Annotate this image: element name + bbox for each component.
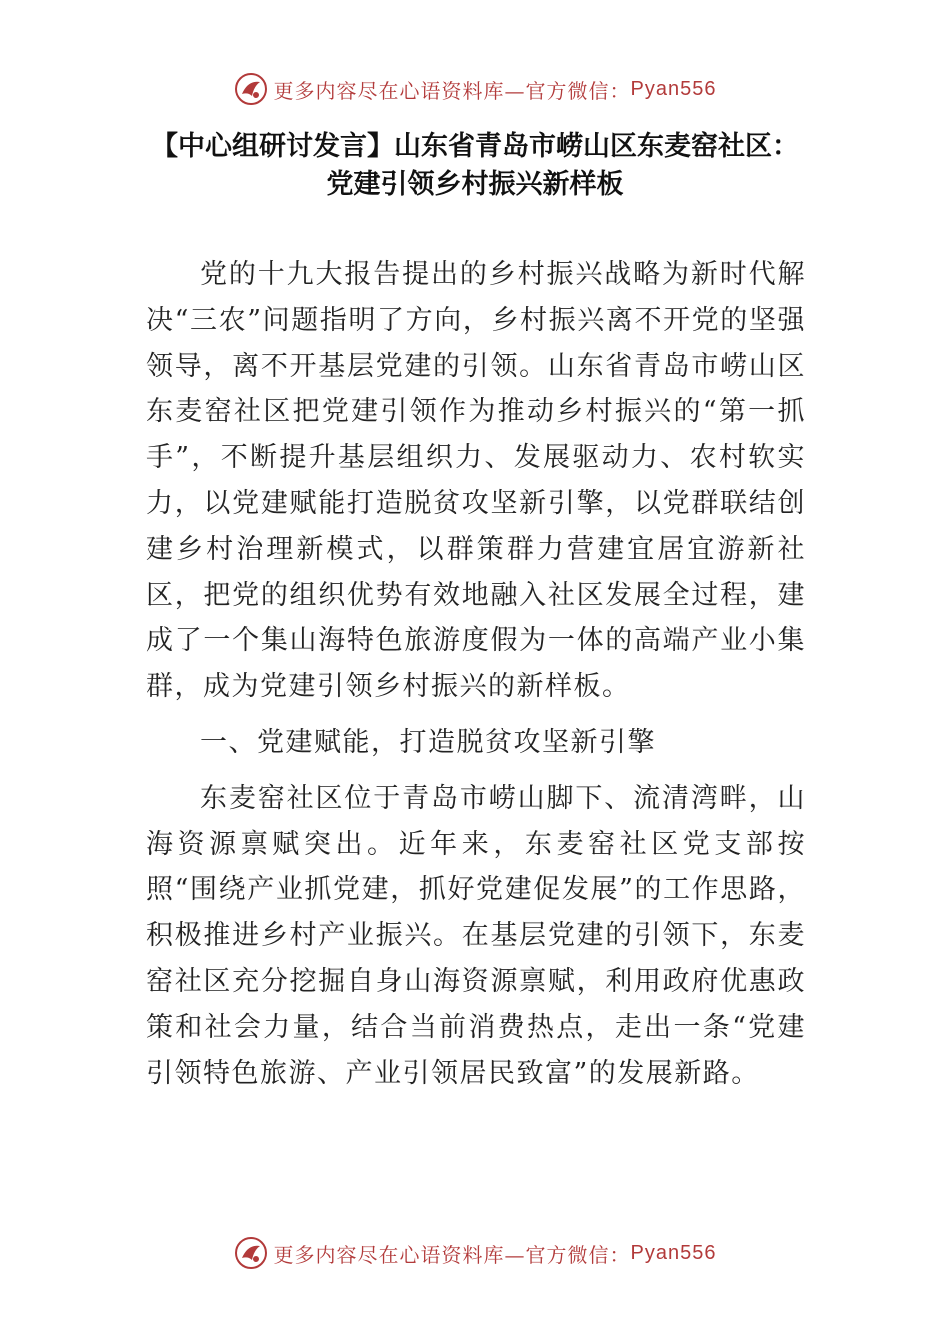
banner-text: 更多内容尽在心语资料库—官方微信： <box>273 78 631 103</box>
document-title <box>60 128 890 204</box>
brand-logo-icon <box>234 72 268 106</box>
document-body <box>146 252 806 1096</box>
paragraph-section-1: 东麦窑社区位于青岛市崂山脚下、流清湾畔，山海资源禀赋突出。近年来，东麦窑社区党支部按照“围绕产业抓党建，抓好党建促发展”的工作思路，积极推进乡村产业振兴。在基层党建的引领下，东麦窑社区充分挖掘自身山海资源禀赋，利用政府优惠政策和社会力量，结合当前消费热点，走出一条“党建引领特色旅游、产业引领居民致富”的发展新路。 <box>146 782 806 1089</box>
header-watermark-banner <box>0 72 950 106</box>
banner-wechat-id: Pyan556 <box>630 77 717 100</box>
title-line-2: 党建引领乡村振兴新样板 <box>326 169 624 200</box>
paragraph-intro: 党的十九大报告提出的乡村振兴战略为新时代解决“三农”问题指明了方向，乡村振兴离不开党的坚强领导，离不开基层党建的引领。山东省青岛市崂山区东麦窑社区把党建引领作为推动乡村振兴的“第一抓手”，不断提升基层组织力、发展驱动力、农村软实力，以党建赋能打造脱贫攻坚新引擎，以党群联结创建乡村治理新模式，以群策群力营建宜居宜游新社区，把党的组织优势有效地融入社区发展全过程，建成了一个集山海特色旅游度假为一体的高端产业小集群，成为党建引领乡村振兴的新样板。 <box>146 259 806 703</box>
footer-watermark-banner <box>0 1236 950 1270</box>
banner-text: 更多内容尽在心语资料库—官方微信： <box>273 1242 631 1267</box>
title-line-1: 【中心组研讨发言】山东省青岛市崂山区东麦窑社区： <box>151 131 799 162</box>
brand-logo-icon <box>234 1236 268 1270</box>
section-heading-1: 一、党建赋能，打造脱贫攻坚新引擎 <box>200 726 656 758</box>
banner-wechat-id: Pyan556 <box>630 1241 717 1264</box>
